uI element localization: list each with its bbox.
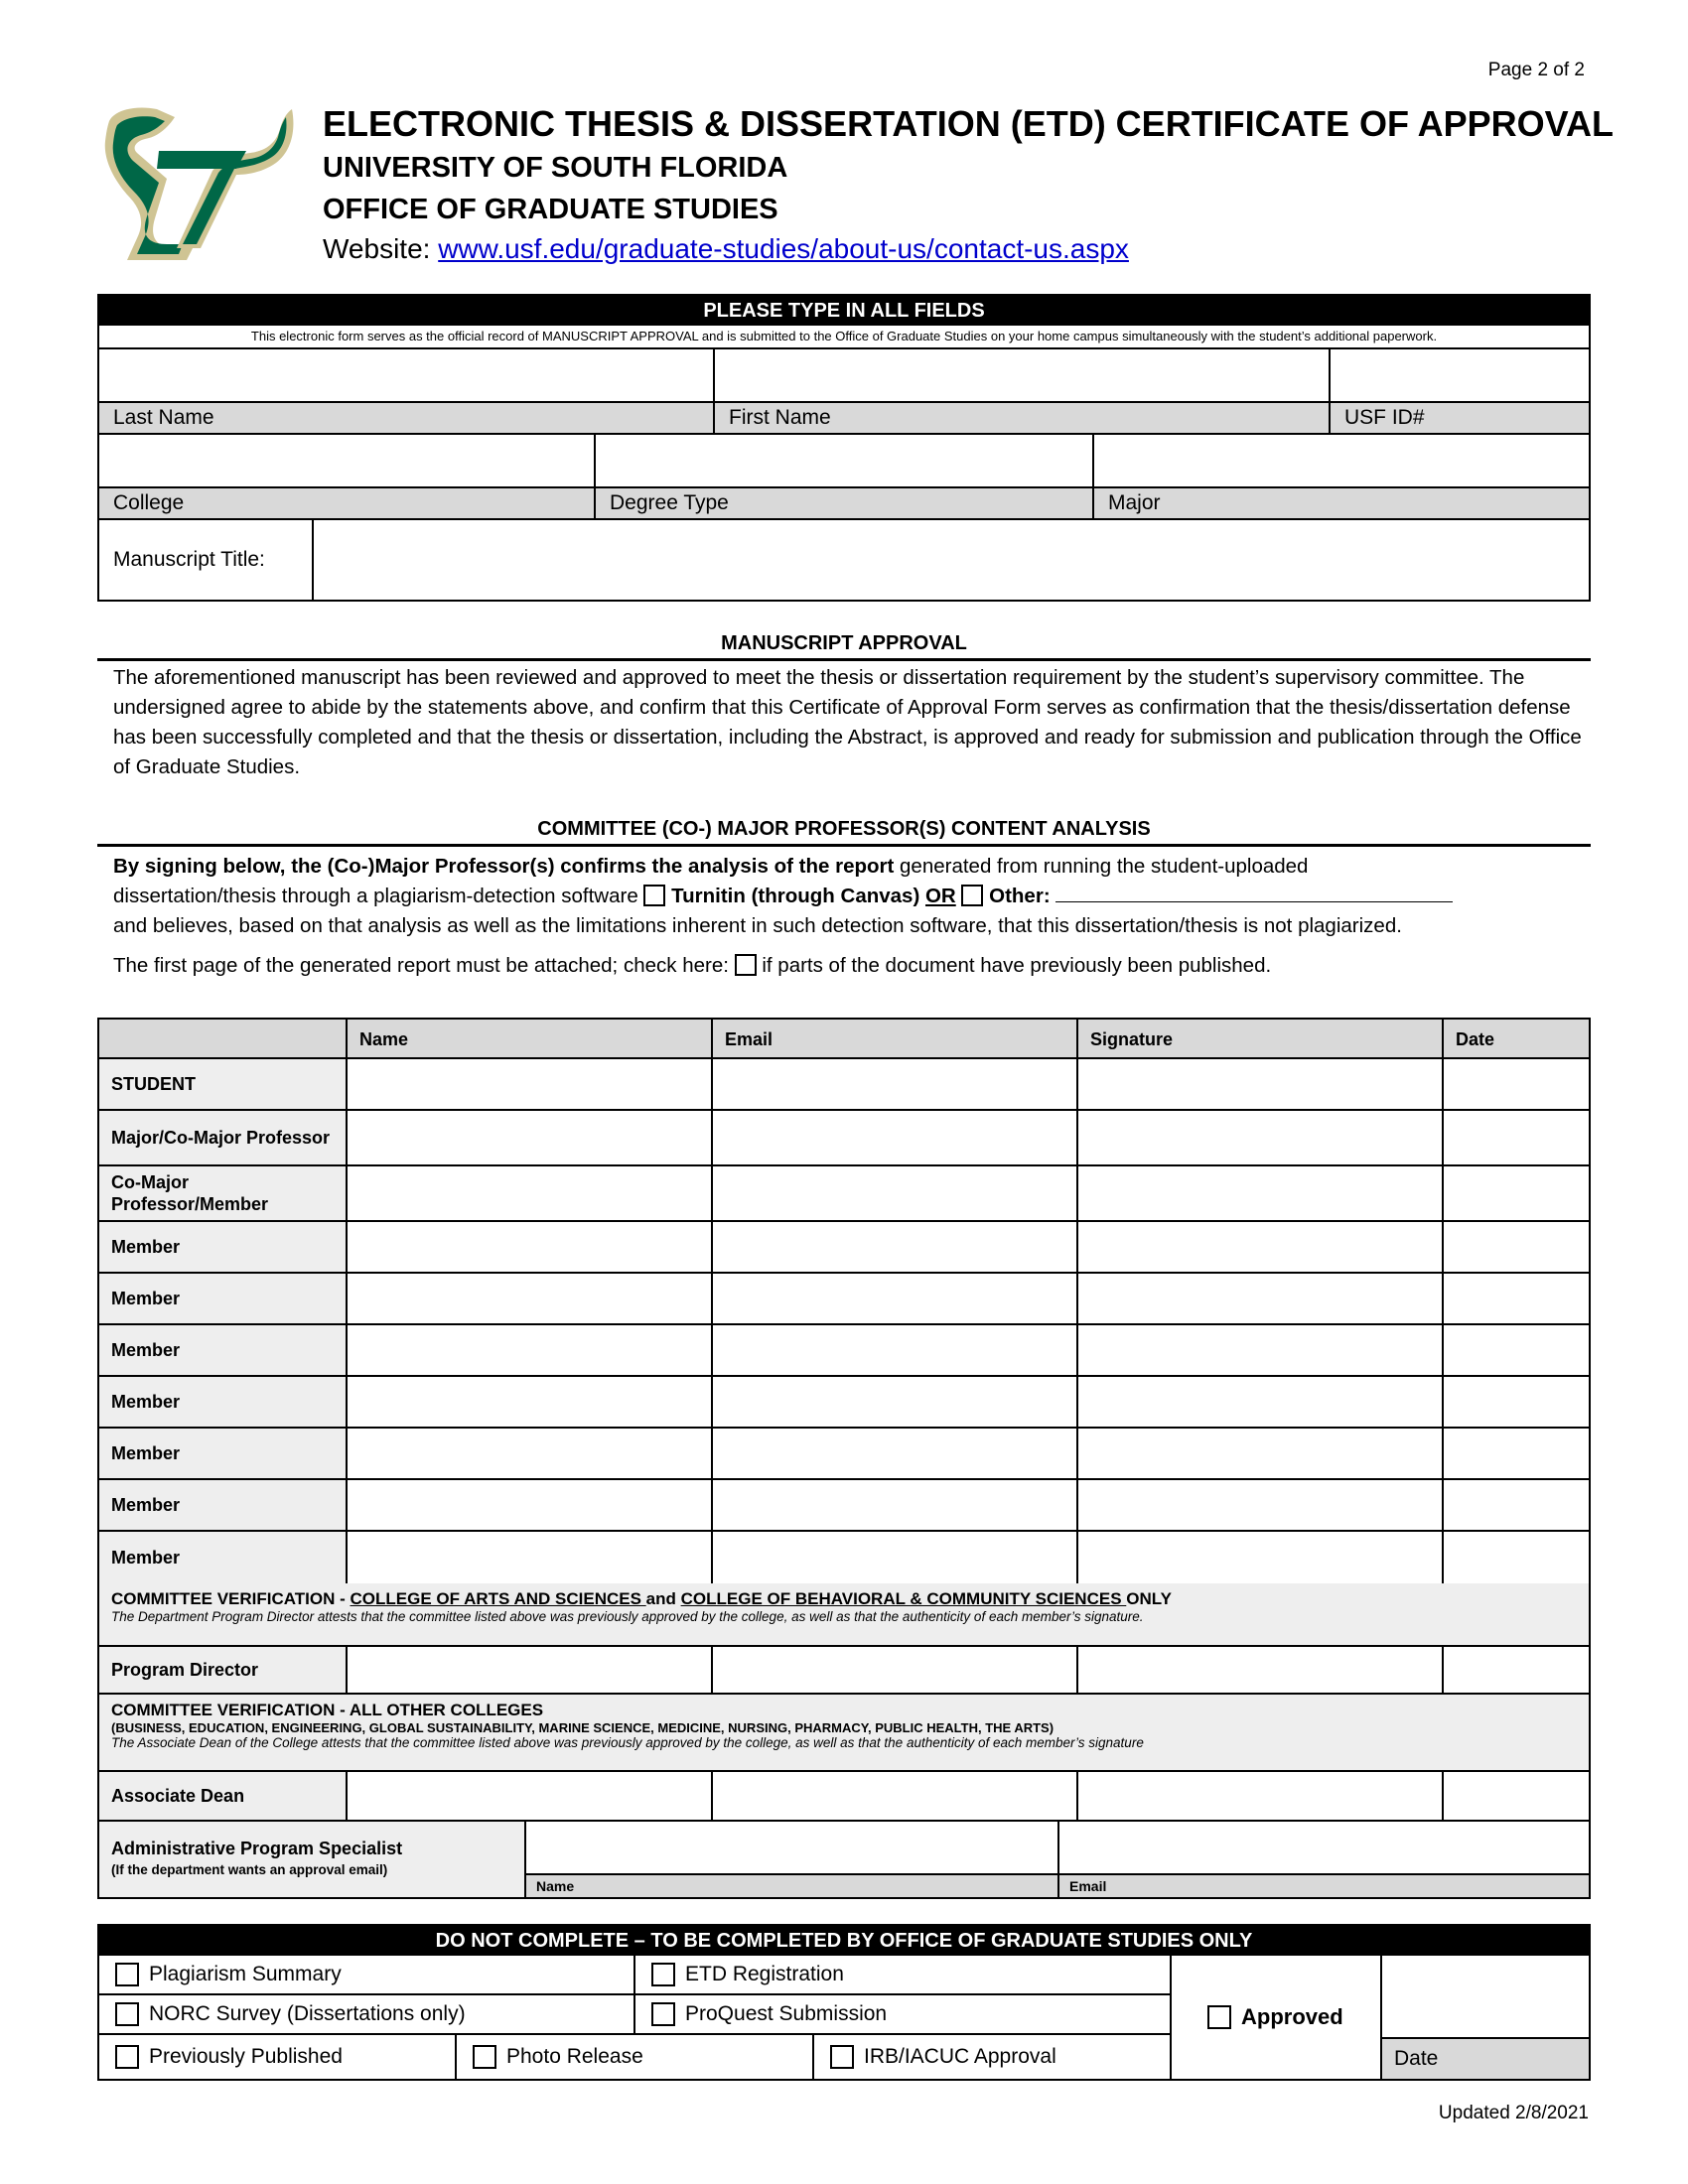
committee-role-label: Member (99, 1377, 348, 1427)
committee-header-row (99, 1020, 1589, 1059)
committee-date-field[interactable] (1444, 1274, 1589, 1323)
approved-checkbox[interactable] (1207, 2005, 1231, 2029)
website-line (323, 230, 1614, 268)
program-director-date[interactable] (1444, 1647, 1589, 1693)
committee-name-field[interactable] (348, 1325, 713, 1375)
do-not-complete-bar: DO NOT COMPLETE – TO BE COMPLETED BY OFFICE OF GRADUATE STUDIES ONLY (99, 1926, 1589, 1956)
or-label: OR (924, 885, 956, 907)
header-date: Date (1456, 1029, 1495, 1049)
committee-email-field[interactable] (713, 1274, 1078, 1323)
committee-email-field[interactable] (713, 1480, 1078, 1530)
committee-date-field[interactable] (1444, 1166, 1589, 1220)
committee-signature-field[interactable] (1078, 1532, 1444, 1583)
committee-date-field[interactable] (1444, 1532, 1589, 1583)
associate-dean-label: Associate Dean (99, 1772, 348, 1820)
office-name: OFFICE OF GRADUATE STUDIES (323, 194, 778, 225)
committee-row (99, 1274, 1589, 1325)
degree-type-label: Degree Type (596, 488, 1094, 518)
form-title: ELECTRONIC THESIS & DISSERTATION (ETD) CERTIFICATE OF APPROVAL (323, 103, 1615, 144)
program-director-signature[interactable] (1078, 1647, 1444, 1693)
committee-signature-field[interactable] (1078, 1111, 1444, 1164)
committee-row (99, 1377, 1589, 1429)
committee-email-field[interactable] (713, 1222, 1078, 1272)
committee-signature-field[interactable] (1078, 1274, 1444, 1323)
committee-row (99, 1480, 1589, 1532)
office-use-only-box: DO NOT COMPLETE – TO BE COMPLETED BY OFFICE OF GRADUATE STUDIES ONLY Plagiarism Summary ETD Registration NORC Survey (Dissertations only) ProQuest Submission Previously Published Photo Release IRB/IACUC Approval Approved Date (97, 1924, 1591, 2081)
content-analysis-text (113, 852, 1583, 981)
approved-label: Approved (1241, 2004, 1343, 2029)
committee-row (99, 1111, 1589, 1166)
analysis-line2: dissertation/thesis through a plagiarism-detection software (113, 885, 638, 907)
analysis-line4a: The first page of the generated report must be attached; check here: (113, 954, 729, 977)
manuscript-approval-text: The aforementioned manuscript has been reviewed and approved to meet the thesis or dissertation requirement by the student’s supervisory committee. The undersigned agree to abide by the statements above, and confirm that this Certificate of Approval Form serves as confirmation that the thesis/dissertation defense has been successfully completed and that the thesis or dissertation, including the Abstract, is approved and ready for submission and publication through the Office of Graduate Studies. (113, 666, 1582, 778)
first-name-field[interactable] (715, 349, 1331, 401)
program-director-row (99, 1647, 1589, 1695)
committee-date-field[interactable] (1444, 1059, 1589, 1109)
committee-signature-field[interactable] (1078, 1222, 1444, 1272)
website-label: Website: (323, 233, 439, 264)
verification-arts-sciences: COMMITTEE VERIFICATION - COLLEGE OF ARTS AND SCIENCES and COLLEGE OF BEHAVIORAL & COMMUNITY SCIENCES ONLY The Department Program Director attests that the committee listed above was previously approved by the college, as well as that the authenticity of each member’s signature. (99, 1583, 1589, 1647)
committee-signature-field[interactable] (1078, 1377, 1444, 1427)
committee-role-label: Member (99, 1480, 348, 1530)
committee-name-field[interactable] (348, 1059, 713, 1109)
college-label: College (99, 488, 596, 518)
committee-name-field[interactable] (348, 1111, 713, 1164)
committee-row (99, 1532, 1589, 1583)
committee-date-field[interactable] (1444, 1222, 1589, 1272)
last-name-label: Last Name (99, 403, 715, 433)
first-name-label: First Name (715, 403, 1331, 433)
committee-date-field[interactable] (1444, 1111, 1589, 1164)
aps-note: (If the department wants an approval email) (111, 1862, 388, 1877)
committee-date-field[interactable] (1444, 1480, 1589, 1530)
verification-other-colleges: COMMITTEE VERIFICATION - ALL OTHER COLLEGES (BUSINESS, EDUCATION, ENGINEERING, GLOBAL SUSTAINABILITY, MARINE SCIENCE, MEDICINE, NURSING, PHARMACY, PUBLIC HEALTH, THE ARTS) The Associate Dean of the College attests that the committee listed above was previously approved by the college, as well as that the authenticity of each member’s signature (99, 1695, 1589, 1772)
committee-role-label: Member (99, 1429, 348, 1478)
committee-role-label: Member (99, 1274, 348, 1323)
committee-email-field[interactable] (713, 1377, 1078, 1427)
committee-signature-field[interactable] (1078, 1480, 1444, 1530)
committee-role-label: Member (99, 1325, 348, 1375)
approval-date-field[interactable] (1382, 1956, 1589, 2037)
committee-name-field[interactable] (348, 1480, 713, 1530)
manuscript-title-field[interactable] (314, 520, 1589, 600)
analysis-line4b: if parts of the document have previously been published. (762, 954, 1272, 977)
analysis-lead-rest: generated from running the student-uploaded (894, 855, 1309, 878)
major-field[interactable] (1094, 435, 1589, 486)
website-link[interactable]: www.usf.edu/graduate-studies/about-us/contact-us.aspx (438, 233, 1129, 264)
content-analysis-heading: COMMITTEE (CO-) MAJOR PROFESSOR(S) CONTENT ANALYSIS (97, 814, 1591, 847)
committee-email-field[interactable] (713, 1059, 1078, 1109)
committee-email-field[interactable] (713, 1166, 1078, 1220)
turnitin-checkbox[interactable] (643, 885, 665, 906)
proquest-submission-checkbox[interactable] (651, 2002, 675, 2026)
type-all-fields-bar: PLEASE TYPE IN ALL FIELDS (99, 296, 1589, 326)
program-director-label: Program Director (99, 1647, 348, 1693)
committee-email-field[interactable] (713, 1111, 1078, 1164)
associate-dean-email[interactable] (713, 1772, 1078, 1820)
committee-role-label: Co-Major Professor/Member (99, 1166, 348, 1220)
committee-role-label: Major/Co-Major Professor (99, 1111, 348, 1164)
analysis-bold-lead: By signing below, the (Co-)Major Professor(s) confirms the analysis of the report (113, 855, 895, 878)
approval-date-label: Date (1382, 2037, 1589, 2079)
committee-email-field[interactable] (713, 1325, 1078, 1375)
usf-id-field[interactable] (1331, 349, 1589, 401)
committee-signature-field[interactable] (1078, 1429, 1444, 1478)
committee-row (99, 1166, 1589, 1222)
aps-email-label: Email (1069, 1878, 1107, 1894)
associate-dean-signature[interactable] (1078, 1772, 1444, 1820)
committee-signature-field[interactable] (1078, 1325, 1444, 1375)
committee-name-field[interactable] (348, 1532, 713, 1583)
committee-signature-field[interactable] (1078, 1166, 1444, 1220)
analysis-line3: and believes, based on that analysis as well as the limitations inherent in such detection software, that this dissertation/thesis is not plagiarized. (113, 914, 1402, 937)
program-director-email[interactable] (713, 1647, 1078, 1693)
committee-role-label: Member (99, 1532, 348, 1583)
usf-bull-logo (97, 99, 301, 263)
other-label: Other: (989, 885, 1051, 907)
committee-date-field[interactable] (1444, 1377, 1589, 1427)
college-field[interactable] (99, 435, 596, 486)
last-name-field[interactable] (99, 349, 715, 401)
committee-date-field[interactable] (1444, 1325, 1589, 1375)
student-info-table (97, 294, 1591, 602)
committee-row (99, 1325, 1589, 1377)
committee-name-field[interactable] (348, 1377, 713, 1427)
committee-row (99, 1059, 1589, 1111)
committee-signature-field[interactable] (1078, 1059, 1444, 1109)
header-email: Email (713, 1020, 1078, 1057)
program-director-name[interactable] (348, 1647, 713, 1693)
header-name: Name (348, 1020, 713, 1057)
other-checkbox[interactable] (961, 885, 983, 906)
manuscript-title-label: Manuscript Title: (99, 520, 314, 600)
photo-release-checkbox[interactable] (473, 2045, 496, 2069)
committee-name-field[interactable] (348, 1166, 713, 1220)
aps-row (99, 1822, 1589, 1897)
norc-survey-checkbox[interactable] (115, 2002, 139, 2026)
associate-dean-date[interactable] (1444, 1772, 1589, 1820)
degree-type-field[interactable] (596, 435, 1094, 486)
associate-dean-name[interactable] (348, 1772, 713, 1820)
updated-date: Updated 2/8/2021 (1438, 2103, 1589, 2123)
previously-published-office-checkbox[interactable] (115, 2045, 139, 2069)
committee-row (99, 1222, 1589, 1274)
committee-date-field[interactable] (1444, 1429, 1589, 1478)
page-number: Page 2 of 2 (1487, 60, 1585, 80)
plagiarism-summary-checkbox[interactable] (115, 1963, 139, 1986)
usf-id-label: USF ID# (1344, 406, 1425, 429)
previously-published-checkbox[interactable] (735, 954, 757, 976)
aps-email-field[interactable] (1059, 1822, 1589, 1873)
aps-name-field[interactable] (526, 1822, 1059, 1873)
etd-registration-checkbox[interactable] (651, 1963, 675, 1986)
committee-row (99, 1429, 1589, 1480)
manuscript-approval-heading: MANUSCRIPT APPROVAL (97, 628, 1591, 661)
aps-label: Administrative Program Specialist (111, 1839, 403, 1858)
committee-email-field[interactable] (713, 1532, 1078, 1583)
committee-name-field[interactable] (348, 1429, 713, 1478)
major-label: Major (1108, 491, 1161, 514)
committee-email-field[interactable] (713, 1429, 1078, 1478)
header-signature: Signature (1078, 1020, 1444, 1057)
aps-name-label: Name (526, 1875, 1059, 1897)
turnitin-label: Turnitin (through Canvas) (671, 885, 920, 907)
committee-name-field[interactable] (348, 1222, 713, 1272)
official-record-note: This electronic form serves as the official record of MANUSCRIPT APPROVAL and is submitted to the Office of Graduate Studies on your home campus simultaneously with the student’s additional paperwork. (99, 326, 1589, 349)
committee-role-label: STUDENT (99, 1059, 348, 1109)
committee-role-label: Member (99, 1222, 348, 1272)
committee-name-field[interactable] (348, 1274, 713, 1323)
other-software-input[interactable] (1055, 882, 1453, 902)
committee-table (97, 1018, 1591, 1899)
university-name: UNIVERSITY OF SOUTH FLORIDA (323, 152, 788, 184)
irb-iacuc-checkbox[interactable] (830, 2045, 854, 2069)
associate-dean-row (99, 1772, 1589, 1822)
